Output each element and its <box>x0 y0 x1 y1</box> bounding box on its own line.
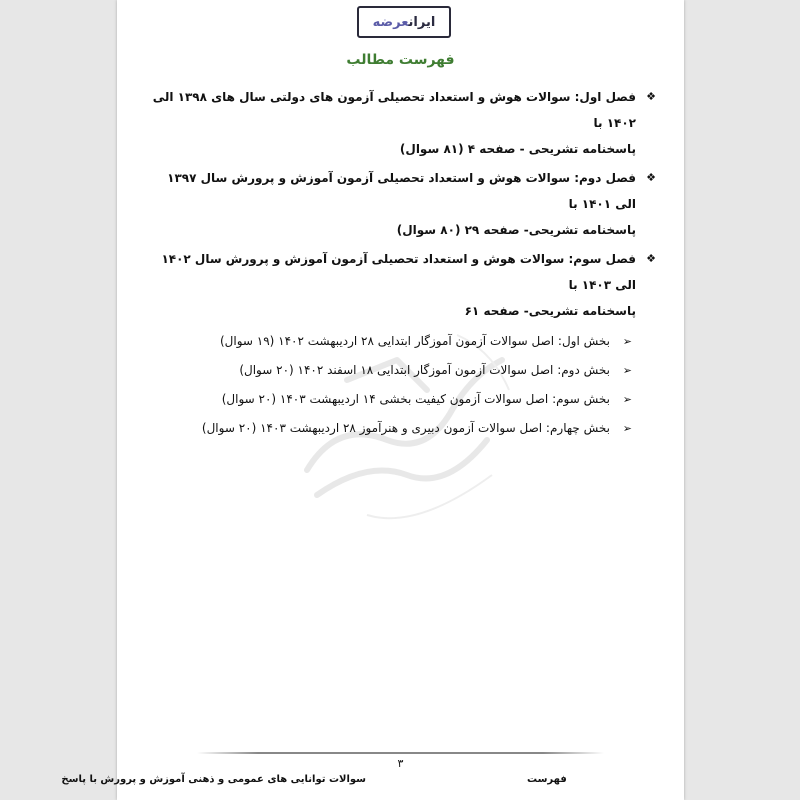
footer-book-title: سوالات توانایی های عمومی و ذهنی آموزش و پرورش با پاسخ <box>61 774 366 785</box>
toc-section-4 <box>145 414 656 443</box>
footer-section-label: فهرست <box>527 774 567 785</box>
arrow-bullet-icon: ➢ <box>622 393 632 406</box>
diamond-bullet-icon: ❖ <box>646 90 656 103</box>
chapter-line: پاسخنامه تشریحی - صفحه ۴ (۸۱ سوال) <box>399 142 636 156</box>
toc-section-1 <box>145 327 656 356</box>
toc-section-3 <box>145 385 656 414</box>
chapter-line: فصل سوم: سوالات هوش و استعداد تحصیلی آزمون آموزش و پرورش سال ۱۴۰۲ الی ۱۴۰۳ با <box>161 252 636 292</box>
logo-text-right: عرضه <box>372 14 409 30</box>
arrow-bullet-icon: ➢ <box>622 422 632 435</box>
chapter-line: پاسخنامه تشریحی- صفحه ۶۱ <box>464 304 636 318</box>
toc-chapter-3 <box>145 246 656 324</box>
footer-divider <box>197 752 604 754</box>
toc-title: فهرست مطالب <box>346 52 455 68</box>
section-text: بخش اول: اصل سوالات آزمون آموزگار ابتدایی ۲۸ اردیبهشت ۱۴۰۲ (۱۹ سوال) <box>219 334 610 348</box>
section-text: بخش دوم: اصل سوالات آزمون آموزگار ابتدایی ۱۸ اسفند ۱۴۰۲ (۲۰ سوال) <box>239 363 610 377</box>
toc-section-2 <box>145 356 656 385</box>
logo-text-left: ایران <box>408 14 436 30</box>
toc-list <box>145 84 656 443</box>
chapter-line: فصل دوم: سوالات هوش و استعداد تحصیلی آزمون آموزش و پرورش سال ۱۳۹۷ الی ۱۴۰۱ با <box>167 171 636 211</box>
section-text: بخش سوم: اصل سوالات آزمون کیفیت بخشی ۱۴ اردیبهشت ۱۴۰۳ (۲۰ سوال) <box>221 392 610 406</box>
diamond-bullet-icon: ❖ <box>646 171 656 184</box>
page-number: ۳ <box>397 757 404 770</box>
brand-logo <box>357 6 451 38</box>
section-text: بخش چهارم: اصل سوالات آزمون دبیری و هنرآموز ۲۸ اردیبهشت ۱۴۰۳ (۲۰ سوال) <box>201 421 610 435</box>
chapter-line: فصل اول: سوالات هوش و استعداد تحصیلی آزمون های دولتی سال های ۱۳۹۸ الی ۱۴۰۲ با <box>152 90 636 130</box>
arrow-bullet-icon: ➢ <box>622 364 632 377</box>
diamond-bullet-icon: ❖ <box>646 252 656 265</box>
logo-text <box>373 15 436 30</box>
toc-chapter-1 <box>145 84 656 162</box>
toc-chapter-2 <box>145 165 656 243</box>
arrow-bullet-icon: ➢ <box>622 335 632 348</box>
chapter-line: پاسخنامه تشریحی- صفحه ۲۹ (۸۰ سوال) <box>396 223 636 237</box>
document-page <box>61 0 684 800</box>
